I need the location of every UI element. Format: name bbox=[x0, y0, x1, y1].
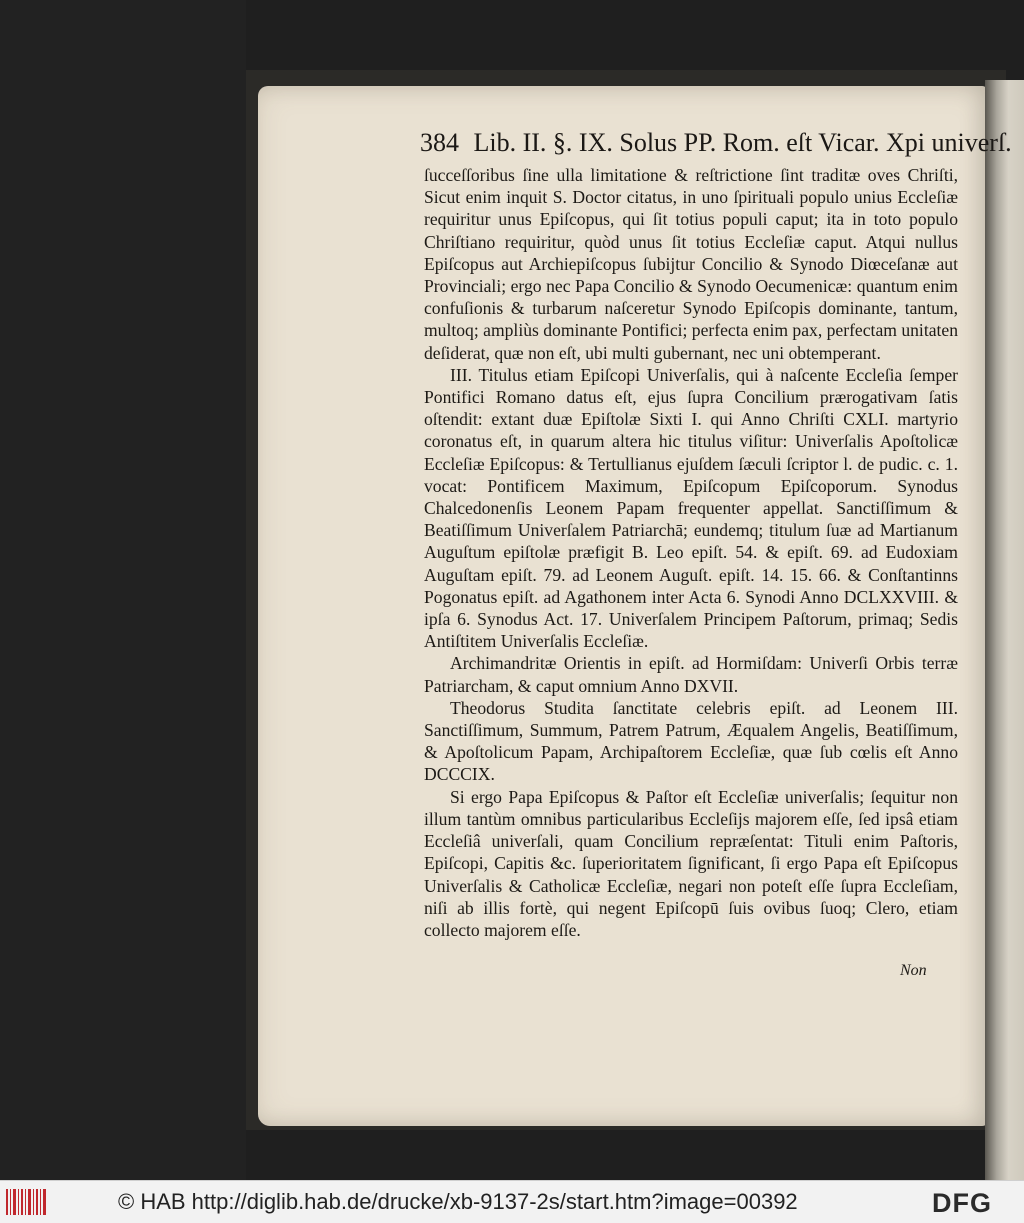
next-page-edge bbox=[985, 80, 1024, 1180]
dfg-logo: DFG bbox=[932, 1188, 992, 1218]
paragraph: Si ergo Papa Epiſcopus & Paſtor eſt Eccleſiæ univerſalis; ſequitur non illum tantùm omnibus particularibus Eccleſijs majorem eſſe, ſed ipsâ etiam Eccleſiâ univerſali, quam Concilium repræſentat: Tituli enim Paſtoris, Epiſcopi, Capitis &c. ſuperioritatem ſignificant, ſi ergo Papa eſt Epiſcopus Univerſalis & Catholicæ Eccleſiæ, negari non poteſt eſſe ſupra Eccleſiam, niſi ab illis fortè, qui negent Epiſcopū ſuis ovibus ſuoq; Clero, etiam collecto majorem eſſe. bbox=[424, 786, 958, 940]
running-head-title: Lib. II. §. IX. Solus PP. Rom. eſt Vicar. Xpi univerſ. bbox=[473, 128, 1012, 157]
viewer-footer bbox=[0, 1180, 1024, 1223]
paragraph: III. Titulus etiam Epiſcopi Univerſalis, qui à naſcente Eccleſia ſemper Pontifici Romano datus eſt, ejus ſupra Concilium prærogativam ſatis oſtendit: extant duæ Epiſtolæ Sixti I. qui Anno Chriſti CXLI. martyrio coronatus eſt, in quarum altera hic titulus viſitur: Univerſalis Apoſtolicæ Eccleſiæ Epiſcopus: & Tertullianus ejuſdem ſæculi ſcriptor l. de pudic. c. 1. vocat: Pontificem Maximum, Epiſcopum Epiſcoporum. Synodus Chalcedonenſis Leonem Papam frequenter appellat. Sanctiſſimum & Beatiſſimum Univerſalem Patriarchā; eundemq; titulum ſuæ ad Martianum Auguſtum epiſtolæ præfigit B. Leo epiſt. 54. & epiſt. 69. ad Eudoxiam Auguſtam epiſt. 79. ad Leonem Auguſt. epiſt. 14. 15. 66. & Conſtantinns Pogonatus epiſt. ad Agathonem inter Acta 6. Synodi Anno DCLXXVIII. & ipſa 6. Synodus Act. 17. Univerſalem Principem Paſtorum, primaq; Sedis Antiſtitem Univerſalis Eccleſiæ. bbox=[424, 364, 958, 652]
paragraph: Theodorus Studita ſanctitate celebris epiſt. ad Leonem III. Sanctiſſimum, Summum, Patrem Patrum, Æqualem Angelis, Beatiſſimum, & Apoſtolicum Papam, Archipaſtorem Eccleſiæ, quæ ſub cœlis eſt Anno DCCCIX. bbox=[424, 697, 958, 785]
paragraph: ſucceſſoribus ſine ulla limitatione & reſtrictione ſint traditæ oves Chriſti, Sicut enim inquit S. Doctor citatus, in uno ſpirituali populo unius Eccleſiæ requiritur unus Epiſcopus, qui ſit totius populi caput; ita in toto populo Chriſtiano requiritur, quòd unus ſit totius Eccleſiæ caput. Atqui nullus Epiſcopus aut Archiepiſcopus ſubijtur Concilio & Synodo Diœceſanæ aut Provinciali; ergo nec Papa Concilio & Synodo Oecumenicæ: quantum enim confuſionis & turbarum naſceretur Synodo Epiſcopis dominante, tantum, multoq; ampliùs dominante Pontifici; perfecta enim pax, perfectam unitaten deſiderat, quæ non eſt, ubi multi gubernant, nec uni obtemperant. bbox=[424, 165, 959, 363]
page-number: 384 bbox=[420, 128, 459, 157]
running-head bbox=[420, 128, 1012, 158]
scan-background bbox=[0, 0, 246, 1180]
copyright-link[interactable]: © HAB http://diglib.hab.de/drucke/xb-9137-2s/start.htm?image=00392 bbox=[118, 1189, 798, 1214]
catchword: Non bbox=[900, 962, 927, 979]
paragraph: Archimandritæ Orientis in epiſt. ad Hormiſdam: Univerſi Orbis terræ Patriarcham, & caput omnium Anno DXVII. bbox=[424, 653, 958, 696]
barcode-icon bbox=[6, 1189, 46, 1215]
page-body bbox=[424, 164, 958, 941]
